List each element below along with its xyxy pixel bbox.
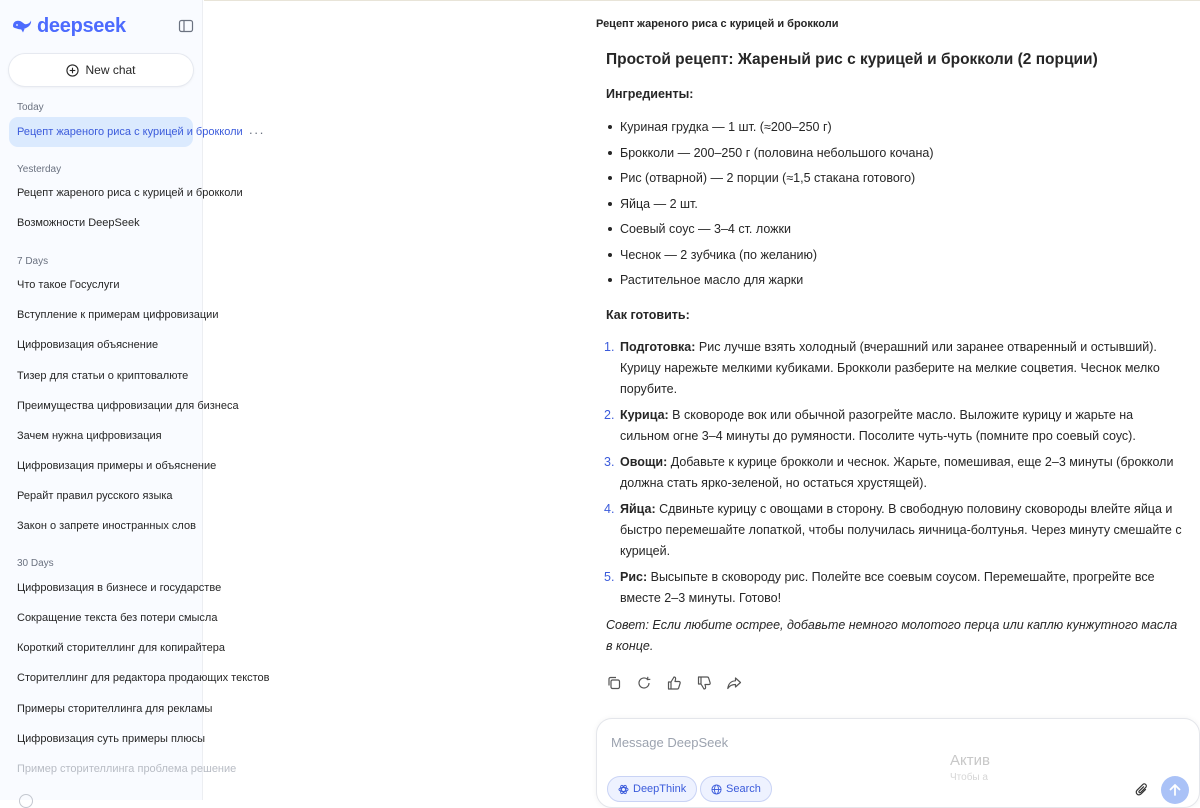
steps-list — [606, 337, 1184, 609]
steps-title: Как готовить: — [606, 307, 690, 322]
deepthink-button[interactable] — [607, 776, 697, 802]
chat-history-label: Короткий сторителлинг для копирайтера — [17, 642, 225, 654]
tip-text: Совет: Если любите острее, добавьте немного молотого перца или каплю кунжутного масла в конце. — [606, 617, 1178, 653]
share-icon[interactable] — [726, 675, 742, 691]
list-item: Брокколи — 200–250 г (половина небольшого кочана) — [606, 142, 1184, 168]
list-item: Растительное масло для жарки — [606, 269, 1184, 295]
step-number: 5. — [604, 569, 615, 584]
list-item: Чеснок — 2 зубчика (по желанию) — [606, 244, 1184, 270]
chat-history-item[interactable] — [9, 451, 217, 481]
activation-watermark: Актив — [950, 752, 990, 769]
chat-title: Рецепт жареного риса с курицей и брокколи — [596, 18, 839, 30]
step-bold: Овощи: — [620, 454, 668, 469]
new-chat-label: New chat — [85, 63, 136, 77]
copy-icon[interactable] — [606, 675, 622, 691]
logo[interactable] — [12, 15, 126, 38]
list-item: Соевый соус — 3–4 ст. ложки — [606, 218, 1184, 244]
step-number: 3. — [604, 454, 615, 469]
ingredients-title: Ингредиенты: — [606, 87, 694, 101]
group-title-7-days: 7 Days — [17, 256, 49, 267]
chat-history-label: Закон о запрете иностранных слов — [17, 520, 196, 532]
chat-history-item[interactable] — [9, 603, 218, 633]
brand-name: deepseek — [37, 14, 126, 37]
list-item: Куриная грудка — 1 шт. (≈200–250 г) — [606, 116, 1184, 142]
new-chat-button[interactable] — [9, 54, 193, 86]
chat-history-label: Что такое Госуслуги — [17, 279, 120, 291]
sidebar-toggle-icon[interactable] — [178, 18, 194, 34]
group-title-yesterday: Yesterday — [17, 164, 62, 175]
deepthink-icon — [618, 784, 629, 795]
send-button[interactable] — [1161, 776, 1189, 804]
whale-logo-icon — [12, 18, 32, 34]
chat-history-item[interactable] — [9, 330, 193, 360]
chat-main — [204, 0, 1200, 800]
chat-history-label: Рецепт жареного риса с курицей и брокколи — [17, 126, 243, 138]
step-text: Высыпьте в сковороду рис. Полейте все соевым соусом. Перемешайте, прогрейте все вместе 2–3 минуты. Готово! — [620, 569, 1155, 605]
chat-history-item[interactable] — [9, 754, 237, 784]
deepthink-label: DeepThink — [633, 783, 687, 795]
globe-icon — [711, 784, 722, 795]
regenerate-icon[interactable] — [636, 675, 652, 691]
step-item — [606, 405, 1184, 447]
chat-history-label: Рерайт правил русского языка — [17, 490, 173, 502]
chat-history-label: Сторителлинг для редактора продающих текстов — [17, 672, 270, 684]
step-item — [606, 567, 1184, 609]
chat-history-label: Преимущества цифровизации для бизнеса — [17, 400, 239, 412]
chat-history-label: Зачем нужна цифровизация — [17, 430, 162, 442]
step-number: 2. — [604, 407, 615, 422]
chat-history-label: Цифровизация в бизнесе и государстве — [17, 582, 222, 594]
chat-history-item[interactable] — [9, 511, 196, 541]
step-bold: Яйца: — [620, 501, 656, 516]
chat-history-item[interactable] — [9, 361, 193, 391]
chat-history-item[interactable] — [9, 633, 225, 663]
step-item — [606, 452, 1184, 494]
step-bold: Курица: — [620, 407, 669, 422]
chat-history-label: Рецепт жареного риса с курицей и брокколи — [17, 187, 243, 199]
chat-history-label: Примеры сторителлинга для рекламы — [17, 703, 213, 715]
search-button[interactable] — [700, 776, 772, 802]
step-text: В сковороде вок или обычной разогрейте масло. Выложите курицу и жарьте на сильном огне 3–4 минуты до румяности. Посолите чуть-чуть (помните про соевый соус). — [620, 407, 1136, 443]
chat-history-item[interactable] — [9, 663, 270, 693]
recipe-heading: Простой рецепт: Жареный рис с курицей и брокколи (2 порции) — [606, 51, 1098, 68]
more-options-icon[interactable]: ··· — [248, 124, 265, 140]
chat-history-item[interactable] — [9, 724, 206, 754]
message-input[interactable] — [611, 731, 1111, 753]
top-divider — [204, 0, 1200, 1]
chat-history-item[interactable] — [9, 117, 265, 147]
search-label: Search — [726, 783, 761, 795]
chat-history-label: Цифровизация суть примеры плюсы — [17, 733, 206, 745]
plus-circle-icon — [66, 64, 79, 77]
chat-history-label: Цифровизация примеры и объяснение — [17, 460, 217, 472]
list-item: Яйца — 2 шт. — [606, 193, 1184, 219]
chat-history-item[interactable] — [9, 573, 222, 603]
step-item — [606, 337, 1184, 400]
group-title-today: Today — [17, 102, 44, 113]
ingredients-list — [606, 116, 1184, 295]
thumbs-up-icon[interactable] — [666, 675, 682, 691]
step-text: Рис лучше взять холодный (вчерашний или заранее отваренный и остывший). Курицу нарежьте мелкими кубиками. Брокколи разберите на мелкие соцветия. Чеснок мелко порубите. — [620, 339, 1160, 396]
user-avatar-icon[interactable] — [19, 794, 33, 808]
message-actions — [606, 675, 742, 691]
chat-history-item[interactable] — [9, 391, 239, 421]
chat-history-label: Цифровизация объяснение — [17, 339, 159, 351]
sidebar-header — [12, 14, 194, 38]
group-title-30-days: 30 Days — [17, 558, 54, 569]
list-item: Рис (отварной) — 2 порции (≈1,5 стакана готового) — [606, 167, 1184, 193]
step-text: Добавьте к курице брокколи и чеснок. Жарьте, помешивая, еще 2–3 минуты (брокколи должна стать ярко-зеленой, но остаться хрустящей). — [620, 454, 1174, 490]
assistant-message — [606, 48, 1184, 657]
step-bold: Подготовка: — [620, 339, 696, 354]
chat-history-item[interactable] — [9, 270, 193, 300]
chat-history-item[interactable] — [9, 208, 193, 238]
chat-history-label: Тизер для статьи о криптовалюте — [17, 370, 189, 382]
chat-history-label: Возможности DeepSeek — [17, 217, 140, 229]
step-bold: Рис: — [620, 569, 648, 584]
chat-history-item[interactable] — [9, 481, 193, 511]
arrow-up-icon — [1168, 783, 1182, 797]
chat-history-item[interactable] — [9, 421, 193, 451]
step-text: Сдвиньте курицу с овощами в сторону. В свободную половину сковороды влейте яйца и быстро перемешайте лопаткой, чтобы получилась яичница-болтунья. Через минуту смешайте с курицей. — [620, 501, 1182, 558]
chat-history-label: Вступление к примерам цифровизации — [17, 309, 219, 321]
chat-history-label: Сокращение текста без потери смысла — [17, 612, 218, 624]
activation-watermark-sub: Чтобы а — [950, 772, 988, 783]
sidebar — [0, 0, 270, 800]
thumbs-down-icon[interactable] — [696, 675, 712, 691]
step-number: 4. — [604, 501, 615, 516]
chat-history-item[interactable] — [9, 300, 219, 330]
message-composer — [596, 718, 1200, 808]
chat-history-label: Пример сторителлинга проблема решение — [17, 763, 237, 775]
chat-history-item[interactable] — [9, 178, 243, 208]
paperclip-icon[interactable] — [1135, 782, 1149, 798]
step-item — [606, 499, 1184, 562]
step-number: 1. — [604, 339, 615, 354]
chat-history-item[interactable] — [9, 694, 213, 724]
